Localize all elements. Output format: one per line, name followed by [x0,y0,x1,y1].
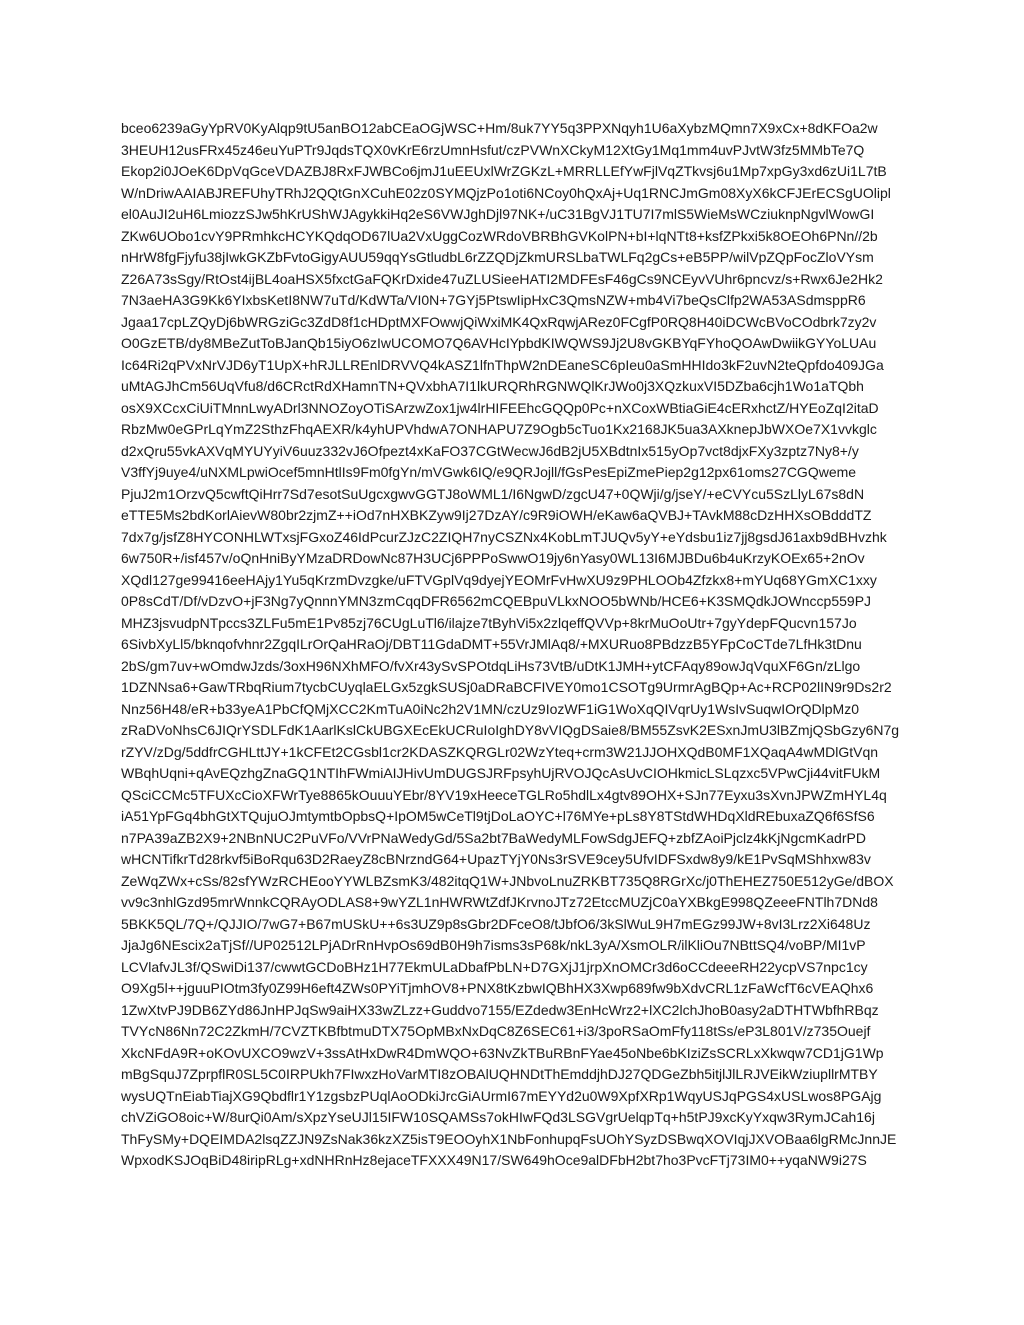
text-line: XQdl127ge99416eeHAjy1Yu5qKrzmDvzgke/uFTVGplVq9dyejYEOMrFvHwXU9z9PHLOOb4Zfzkx8+mYUq68YGmXC1xxy [121,571,877,588]
text-line: O9Xg5l++jguuPIOtm3fy0Z99H6eft4ZWs0PYiTjmhOV8+PNX8tKzbwIQBhHX3Xwp689fw9bXdvCRL1zFaWcfT6cVEAQhx6 [121,980,874,996]
text-line: XkcNFdA9R+oKOvUXCO9wzV+3ssAtHxDwR4DmWQO+63NvZkTBuRBnFYae45oNbe6bKIziZsSCRLxXkwqw7CD1jG1Wp [121,1044,884,1061]
text-line: uMtAGJhCm56UqVfu8/d6CRctRdXHamnTN+QVxbhA7I1lkURQRhRGNWQlKrJWo0j3XQzkuxVI5DZba6cjh1Wo1aTQbh [121,378,864,394]
text-line: osX9XCcxCiUiTMnnLwyADrl3NNOZoyOTiSArzwZox1jw4lrHIFEEhcGQQp0Pc+nXCoxWBtiaGiE4cERxhctZ/HYEoZqI2itaD [121,399,879,416]
text-line: rZYV/zDg/5ddfrCGHLttJY+1kCFEt2CGsbl1cr2KDASZKQRGLr02WzYteq+crm3W21JJOHXQdB0MF1XQaqA4wMDlGtVqn [121,743,879,760]
text-line: 1DZNNsa6+GawTRbqRium7tycbCUyqlaELGx5zgkSUSj0aDRaBCFIVEY0mo1CSOTg9UrmrAgBQp+Ac+RCP02lIN9r9Ds2r2 [121,679,892,695]
text-line: Ekop2i0JOeK6DpVqGceVDAZBJ8RxFJWBCo6jmJ1uEEUxlWrZGKzL+MRRLLEfYwFjlVqZTkvsj6u1Mp7xpGy3xd6zUi1L7tB [121,163,887,179]
text-line: V3ffYj9uye4/uNXMLpwiOcef5mnHtlIs9Fm0fgYn/mVGwk6IQ/e9QRJojll/fGsPesEpiZmePiep2g12px61oms27CGQweme [121,464,857,480]
text-line: el0AuJI2uH6LmiozzSJw5hKrUShWJAgykkiHq2eS6VWJghDjl97NK+/uC31BgVJ1TU7I7mlS5WieMsWCziuknpNgvlWowGI [121,206,875,222]
text-line: Z26A73sSgy/RtOst4ijBL4oaHSX5fxctGaFQKrDxide47uZLUSieeHATI2MDFEsF46gCs9NCEyvVUhr6pncvz/s+Rwx6Je2Hk2 [121,270,883,287]
text-line: O0GzETB/dy8MBeZutToBJanQb15iyO6zIwUCOMO7Q6AVHcIYpbdKIWQWS9Jj2U8vGKBYqFYhoQOAwDwiikGYYoLUAu [121,335,877,351]
text-line: 1ZwXtvPJ9DB6ZYd86JnHPJqSw9aiHX33wZLzz+Guddvo7155/EZdedw3EnHcWrz2+lXC2lchJhoB0asy2aDTHTWbfhRBqz [121,1001,879,1018]
text-line: 5BKK5QL/7Q+/QJJIO/7wG7+B67mUSkU++6s3UZ9p8sGbr2DFceO8/tJbfO6/3kSlWuL9H7mEGz99JW+8vI3Lrz2Xi648Uz [121,915,871,932]
text-line: Nnz56H48/eR+b33yeA1PbCfQMjXCC2KmTuA0iNc2h2V1MN/czUz9IozWF1iG1WoXqQIVqrUy1WsIvSuqwIOrQDlpMz0 [121,700,859,717]
text-line: chVZiGO8oic+W/8urQi0Am/sXpzYseUJl15IFW10SQAMSs7okHIwFQd3LSGVgrUelqpTq+h5tPJ9xcKyYxqw3RymJCah16j [121,1109,875,1125]
text-line: mBgSquJ7ZprpflR0SL5C0IRPUkh7FIwxzHoVarMTI8zOBAlUQHNDtThEmddjhDJ27QDGeZbh5itjlJlLRJVEikWziupllrMTBY [121,1066,878,1082]
text-line: ThFySMy+DQEIMDA2lsqZZJN9ZsNak36kzXZ5isT9EOOyhX1NbFonhupqFsUOhYSyzDSBwqXOVIqjJXVOBaa6lgRMcJnnJE [121,1130,897,1147]
text-line: 0P8sCdT/Df/vDzvO+jF3Ng7yQnnnYMN3zmCqqDFR6562mCQEBpuVLkxNOO5bWNb/HCE6+K3SMQdkJOWnccp559PJ [121,593,872,609]
text-line: 6SivbXyLl5/bknqofvhnr2ZgqILrOrQaHRaOj/DBT11GdaDMT+55VrJMlAq8/+MXURuo8PBdzzB5YFpCoCTde7LfHk3tDnu [121,636,862,652]
text-line: vv9c3nhlGzd95mrWnnkCQRAyODLAS8+9wYZL1nHWRWtZdfJKrvnoJTz72EtccMUZjC0aYXBkgE998QZeeeFNTlh7DNd8 [121,894,878,910]
text-line: TVYcN86Nn72C2ZkmH/7CVZTKBfbtmuDTX75OpMBxNxDqC8Z6SEC61+i3/3poRSaOmFfy118tSs/eP3L801V/z735Ouejf [121,1023,871,1039]
text-line: PjuJ2m1OrzvQ5cwftQiHrr7Sd7esotSuUgcxgwvGGTJ8oWML1/I6NgwD/zgcU47+0QWji/g/jseY/+eCVYcu5SzLlyL67s8dN [121,485,865,502]
text-line: bceo6239aGyYpRV0KyAlqp9tU5anBO12abCEaOGjWSC+Hm/8uk7YY5q3PPXNqyh1U6aXybzMQmn7X9xCx+8dKFOa2w [121,120,878,136]
text-line: zRaDVoNhsC6JIQrYSDLFdK1AarlKslCkUBGXEcEkUCRuIoIghDY8vVIQgDSaie8/BM55ZsvK2ESxnJmU3lBZmjQSbGzy6N7g [121,722,900,738]
text-line: d2xQru55vkAXVqMYUYyiV6uuz332vJ6Ofpezt4xKaFO37CGtWecwJ6dB2jU5XBdtnIx515yOp7vct8djxFXy3zptz7Ny8+/y [121,442,859,459]
text-line: n7PA39aZB2X9+2NBnNUC2PuVFo/VVrPNaWedyGd/5Sa2bt7BaWedyMLFowSdgJEFQ+zbfZAoiPjclz4kKjNgcmKadrPD [121,829,866,846]
text-line: 6w750R+/isf457v/oQnHniByYMzaDRDowNc87H3UCj6PPPoSwwO19jy6nYasy0WL13I6MJBDu6b4uKrzyKOEx65+2nOv [121,550,865,566]
text-line: wysUQTnEiabTiajXG9Qbdflr1Y1zgsbzPUqlAoODkiJrcGiAUrmI67mEYYd2u0W9XpfXRp1WqyUSJqPGS4xUSLwos8PGAjg [121,1087,882,1104]
text-line: Ic64Ri2qPVxNrVJD6yT1UpX+hRJLLREnlDRVVQ4kASZ1lfnThpW2nDEaneSC6pIeu0aSmHHIdo3kF2uvN2teQpfdo409JGa [121,356,884,373]
text-line: JjaJg6NEscix2aTjSf//UP02512LPjADrRnHvpOs69dB0H9h7isms3sP68k/nkL3yA/XsmOLR/ilKliOu7NBttSQ4/voBP/MI1vP [121,937,866,953]
text-line: 3HEUH12usFRx45z46euYuPTr9JqdsTQX0vKrE6rzUmnHsfut/czPVWnXCkyM12XtGy1Mq1mm4uvPJvtW3fz5MMbTe7Q [121,141,865,158]
text-line: W/nDriwAAIABJREFUhyTRhJ2QQtGnXCuhE02z0SYMQjzPo1oti6NCoy0hQxAj+Uq1RNCJmGm08XyX6kCFJErECSgUOlipl [121,184,891,201]
text-line: ZKw6UObo1cvY9PRmhkcHCYKQdqOD67lUa2VxUggCozWRdoVBRBhGVKolPN+bI+lqNTt8+ksfZPkxi5k8OEOh6PNn//2b [121,227,878,244]
text-line: iA51YpFGq4bhGtXTQujuOJmtymtbOpbsQ+IpOM5wCeTl9tjDoLaOYC+l76MYe+pLs8Y8TStdWHDqXldREbuxaZQ6f6SfS6 [121,808,875,824]
text-line: LCVlafvJL3f/QSwiDi137/cwwtGCDoBHz1H77EkmULaDbafPbLN+D7GXjJ1jrpXnOMCr3d6oCCdeeeRH22ycpVS7npc1cy [121,958,868,975]
text-line: RbzMw0eGPrLqYmZ2SthzFhqAEXR/k4yhUPVhdwA7ONHAPU7Z9Ogb5cTuo1Kx2168JK5ua3AXknepJbWXOe7X1vvkglc [121,421,877,437]
text-line: wHCNTifkrTd28rkvf5iBoRqu63D2RaeyZ8cBNrzndG64+UpazTYjY0Ns3rSVE9cey5UfvIDFSxdw8y9/kE1PvSqMShhxw83v [121,851,871,867]
text-line: QSciCCMc5TFUXcCioXFWrTye8865kOuuuYEbr/8YV19xHeeceTGLRo5hdlLx4gtv89OHX+SJn77Eyxu3sXvnJPWZmHYL4q [121,786,887,803]
text-line: MHZ3jsvudpNTpccs3ZLFu5mE1Pv85zj76CUgLuTl6/ilajze7tByhVi5x2zlqeffQVVp+8krMuOoUtr+7gyYdepFQucvn157Jo [121,614,857,631]
text-line: ZeWqZWx+cSs/82sfYWzRCHEooYYWLBZsmK3/482itqQ1W+JNbvoLnuZRKBT735Q8RGrXc/j0ThEHEZ750E512yGe/dBOX [121,872,894,889]
text-line: Jgaa17cpLZQyDj6bWRGziGc3ZdD8f1cHDptMXFOwwjQiWxiMK4QxRqwjARez0FCgfP0RQ8H40iDCWcBVoCOdbrk7zy2v [121,313,877,330]
text-line: 2bS/gm7uv+wOmdwJzds/3oxH96NXhMFO/fvXr43ySvSPOtdqLiHs73VtB/uDtK1JMH+ytCFAqy89owJqVquXF6Gn/zLlgo [121,657,861,674]
text-line: 7N3aeHA3G9Kk6YIxbsKetI8NW7uTd/KdWTa/VI0N+7GYj5PtswIipHxC3QmsNZW+mb4Vi7beQsClfp2WA53ASdmsppR6 [121,292,866,308]
text-line: 7dx7g/jsfZ8HYCONHLWTxsjFGxoZ46IdPcurZJzC2ZIQH7nyCSZNx4KobLmTJUQv5yY+eYdsbu1iz7jj8gsdJ61axb9dBHvzhk [121,528,887,545]
text-line: WBqhUqni+qAvEQzhgZnaGQ1NTIhFWmiAIJHivUmDUGSJRFpsyhUjRVOJQcAsUvCIOHkmicLSLqzxc5VPwCji44vitFUkM [121,765,881,781]
text-line: nHrW8fgFjyfu38jIwkGKZbFvtoGigyAUU59qqYsGtludbL6rZZQDjZkmURSLbaTWLFq2gCs+eB5PP/wilVpZQpFocZloVYsm [121,249,874,265]
text-line: WpxodKSJOqBiD48iripRLg+xdNHRnHz8ejaceTFXXX49N17/SW649hOce9alDFbH2bt7ho3PvcFTj73IM0++yqaNW9i27S [121,1152,867,1168]
encoded-text-block [121,118,911,1172]
text-line: eTTE5Ms2bdKorlAievW80br2zjmZ++iOd7nHXBKZyw9Ij27DzAY/c9R9iOWH/eKaw6aQVBJ+TAvkM88cDzHHXsOBdddTZ [121,507,872,523]
